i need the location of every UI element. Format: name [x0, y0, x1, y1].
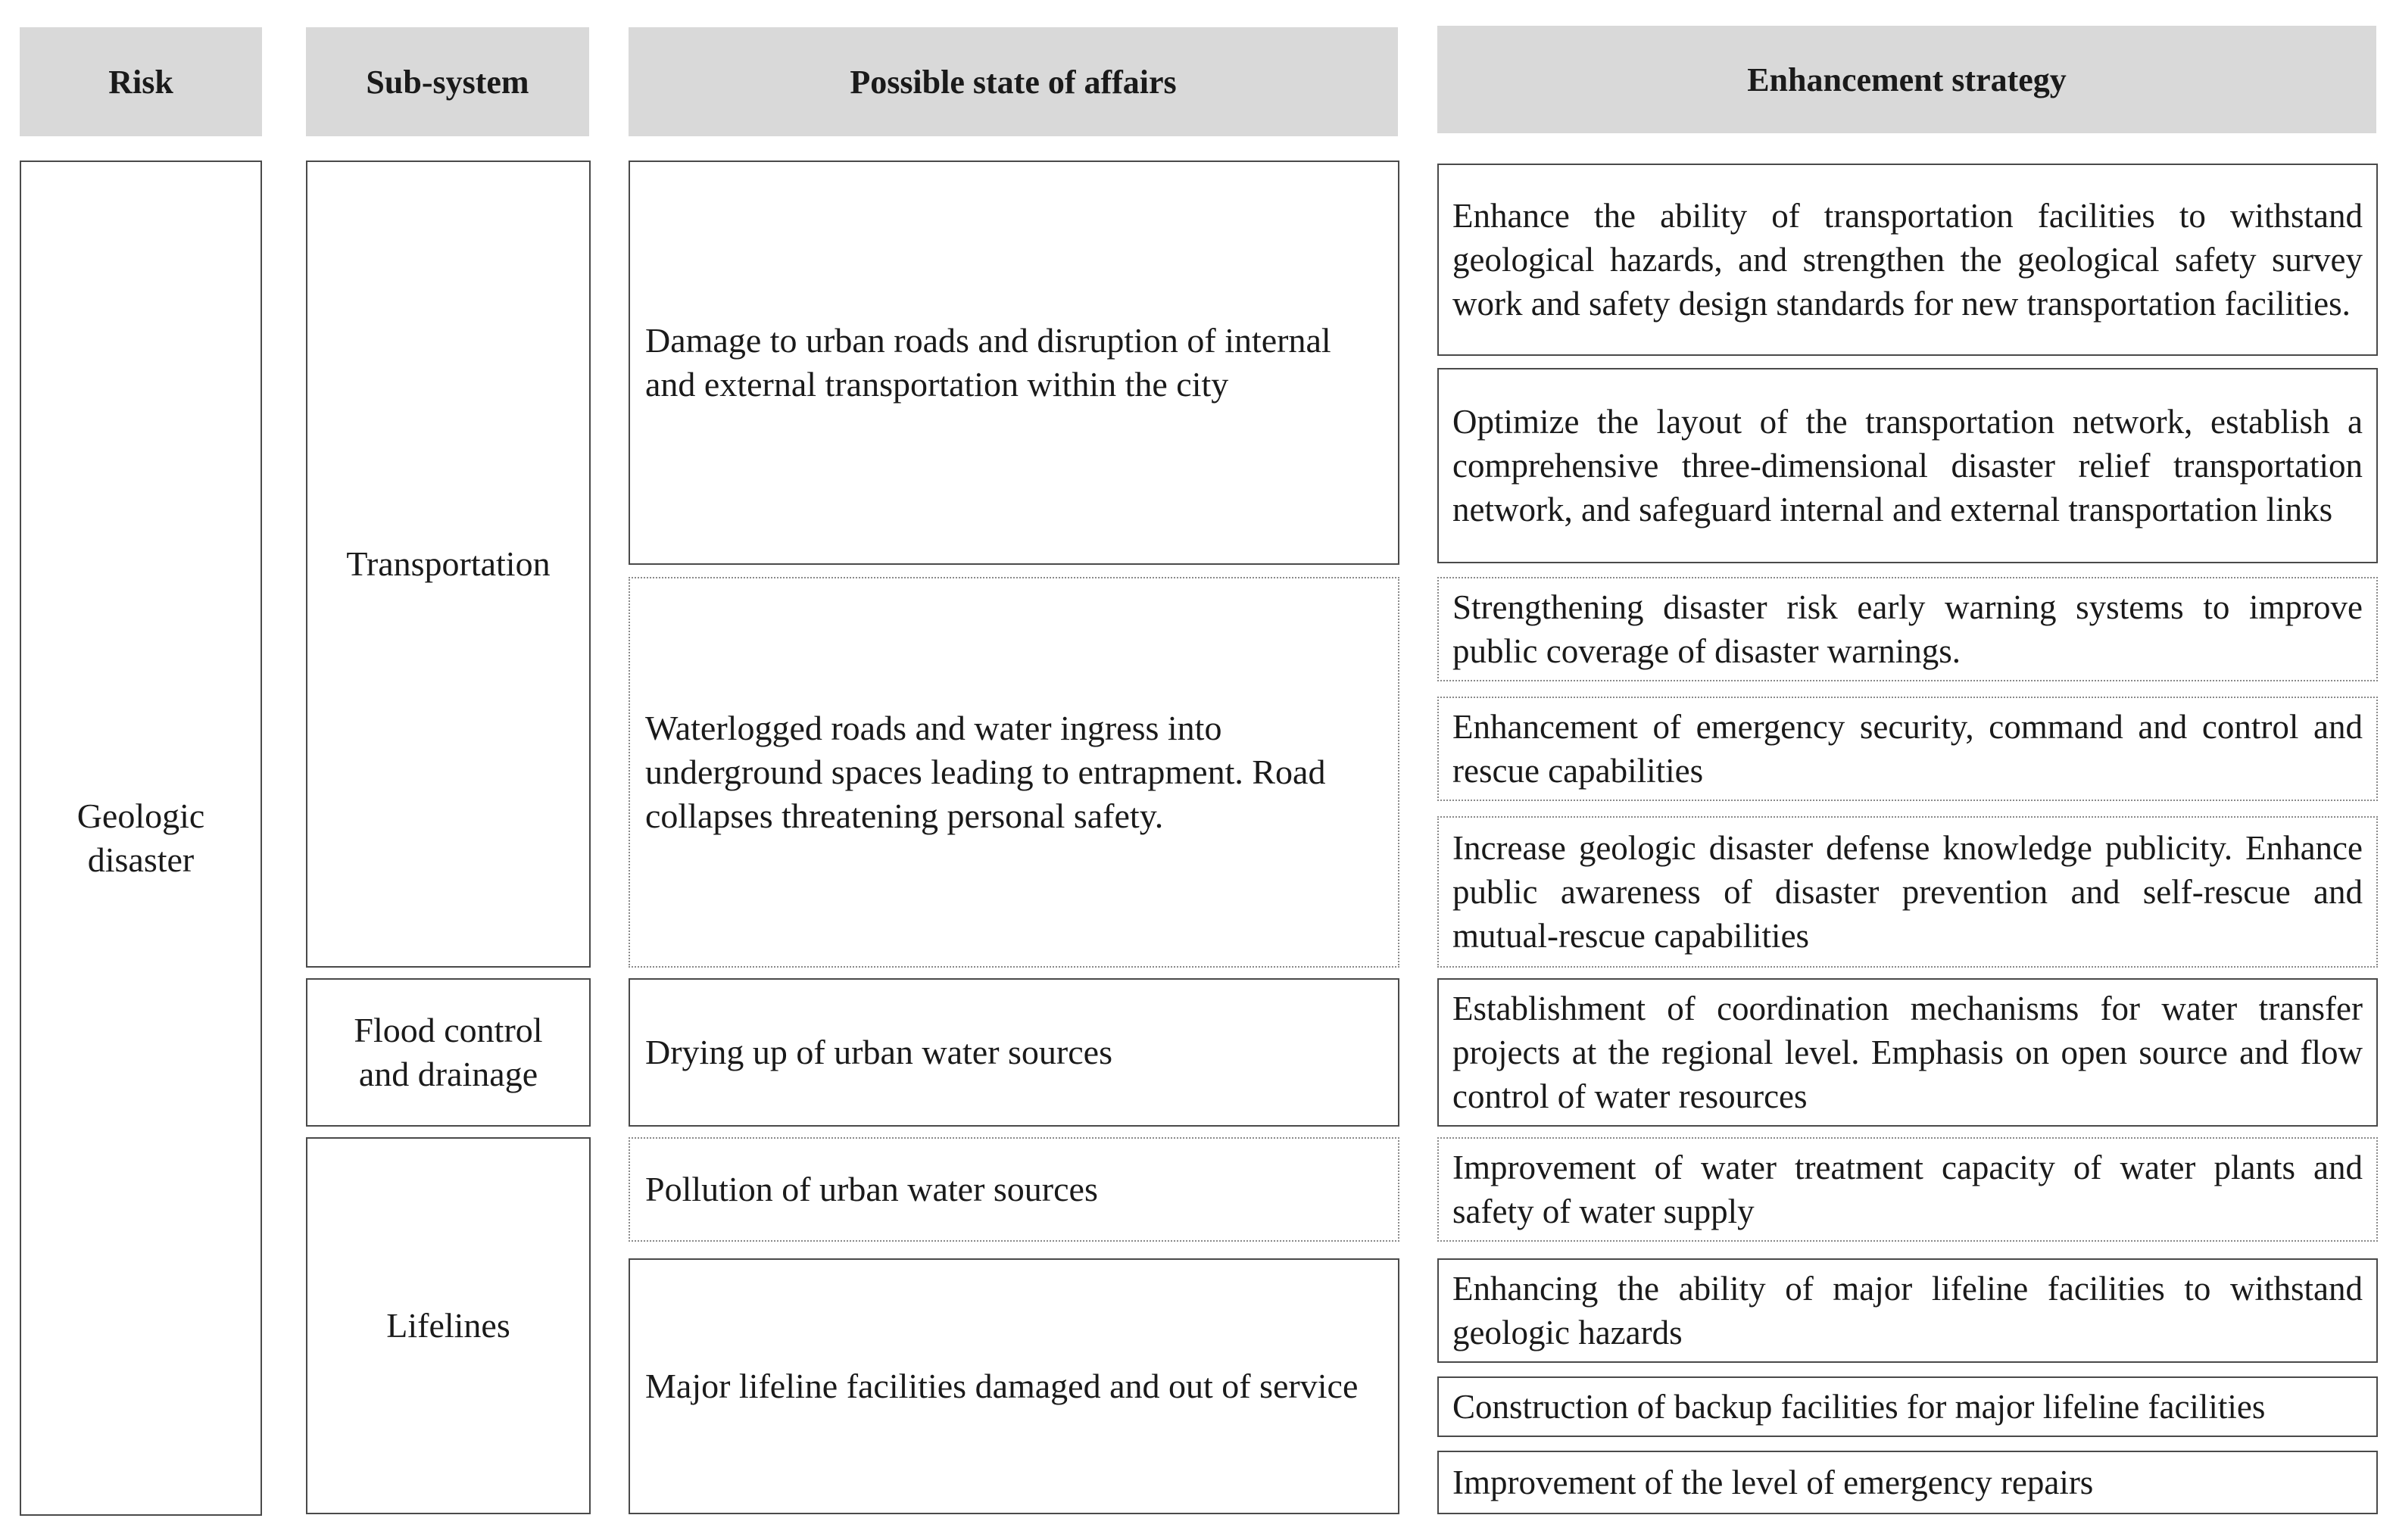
subsystem-flood-control: Flood control and drainage: [306, 978, 591, 1127]
strategy-item: [1437, 1376, 2378, 1437]
subsystem-transportation: Transportation: [306, 161, 591, 968]
header-strategy: Enhancement strategy: [1437, 26, 2376, 133]
strategy-item: [1437, 577, 2378, 681]
state-waterlogging: [629, 577, 1399, 968]
state-waterlogging-text: Waterlogged roads and water ingress into underground spaces leading to entrapment. Road collapses threatening personal safety.: [645, 709, 1326, 835]
strategy-text: Enhancement of emergency security, command and control and rescue capabilities: [1452, 708, 2363, 790]
header-state: Possible state of affairs: [629, 27, 1398, 136]
state-water-pollution-text: Pollution of urban water sources: [645, 1170, 1098, 1208]
state-road-damage-text: Damage to urban roads and disruption of internal and external transportation within the city: [645, 321, 1331, 404]
strategy-text: Enhance the ability of transportation facilities to withstand geological hazards, and strengthen the geological safety survey work and safety design standards for new transportation facilities.: [1452, 197, 2363, 323]
state-lifeline-damage-text: Major lifeline facilities damaged and out of service: [645, 1367, 1359, 1405]
state-water-drying-text: Drying up of urban water sources: [645, 1033, 1112, 1071]
strategy-text: Establishment of coordination mechanisms for water transfer projects at the regional level. Emphasis on open source and flow control of water resources: [1452, 990, 2363, 1115]
header-subsystem: Sub-system: [306, 27, 589, 136]
state-lifeline-damage: [629, 1258, 1399, 1514]
strategy-item: [1437, 697, 2378, 801]
header-risk: Risk: [20, 27, 262, 136]
strategy-text: Increase geologic disaster defense knowledge publicity. Enhance public awareness of disaster prevention and self-rescue and mutual-rescue capabilities: [1452, 829, 2363, 955]
strategy-item: [1437, 978, 2378, 1127]
strategy-item: [1437, 368, 2378, 563]
strategy-text: Improvement of water treatment capacity of water plants and safety of water supply: [1452, 1149, 2363, 1230]
subsystem-lifelines: Lifelines: [306, 1137, 591, 1514]
state-water-pollution: [629, 1137, 1399, 1242]
strategy-text: Strengthening disaster risk early warning systems to improve public coverage of disaster warnings.: [1452, 588, 2363, 670]
state-water-drying: [629, 978, 1399, 1127]
state-road-damage: [629, 161, 1399, 565]
strategy-text: Improvement of the level of emergency repairs: [1452, 1464, 2094, 1501]
strategy-item: [1437, 164, 2378, 356]
strategy-item: [1437, 1258, 2378, 1363]
strategy-text: Construction of backup facilities for major lifeline facilities: [1452, 1388, 2266, 1426]
strategy-item: [1437, 1137, 2378, 1242]
strategy-text: Enhancing the ability of major lifeline facilities to withstand geologic hazards: [1452, 1270, 2363, 1351]
risk-cell: Geologic disaster: [20, 161, 262, 1516]
strategy-item: [1437, 1451, 2378, 1514]
strategy-item: [1437, 816, 2378, 968]
strategy-text: Optimize the layout of the transportation network, establish a comprehensive three-dimensional disaster relief transportation network, and safeguard internal and external transportation links: [1452, 403, 2363, 528]
